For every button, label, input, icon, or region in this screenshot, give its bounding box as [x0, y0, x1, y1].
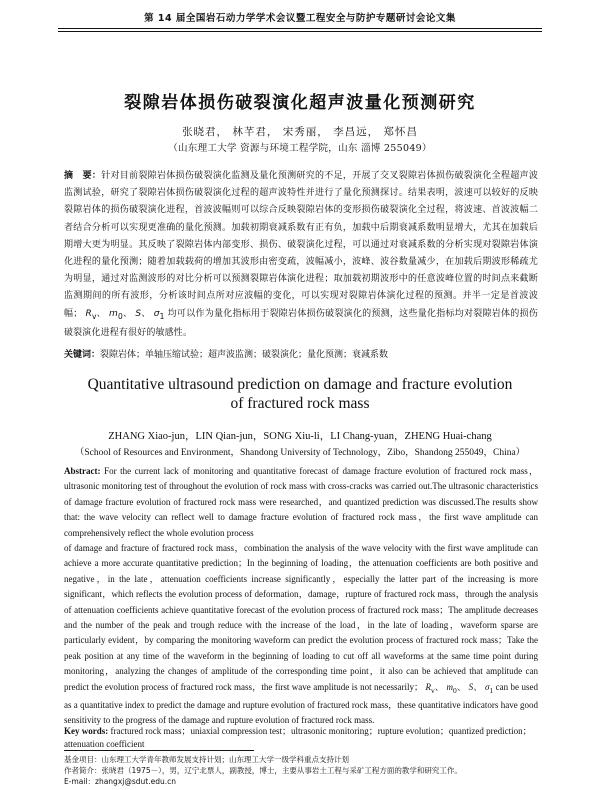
running-head: 第 14 届全国岩石动力学学术会议暨工程安全与防护专题研讨会论文集: [144, 13, 456, 24]
footnote-email: E-mail：zhangxj@sdut.edu.cn: [64, 777, 176, 786]
footnotes: [64, 754, 538, 787]
english-abstract-p2-text: of damage and fracture of fractured rock mass，combination the analysis of the wave velocity with the first wave amplitude can achieve a more accurate quantitative prediction；In the beginning of loading，the attenuation coefficients are both positive and negative，in the late，attenuation coefficients increase significantly，especially the latter part of the increasing is more significant，which reflects the evolution process of deformation，damage，rupture of fractured rock mass，through the analysis of attenuation coefficients achieve quantitative forecast of the evolution process of fractured rock mass；The amplitude decreases and the number of the peak and trough reduce with the increase of the load，in the late of loading，waveform sparse are particularly evident，by comparing the monitoring waveform can predict the evolution process of fractured rock mass；Take the peak position at any time of the waveform in the beginning of loading to cut off all waveforms at the same time point during monitoring，analyzing the changes of amplitude of the corresponding time point，it also can be achieved that amplitude can predict the evolution process of fractured rock mass，the first wave amplitude is not necessarily；: [64, 543, 538, 692]
english-abstract-p2: of damage and fracture of fractured rock mass，combination the analysis of the wave velocity with the first wave amplitude can achieve a more accurate quantitative prediction；In the beginning of loading，the attenuation coefficients are both positive and negative，in the late，attenuation coefficients increase significantly，especially the latter part of the increasing is more significant，which reflects the evolution process of deformation，damage，rupture of fractured rock mass，through the analysis of attenuation coefficients achieve quantitative forecast of the evolution process of fractured rock mass；The amplitude decreases and the number of the peak and trough reduce with the increase of the load，in the late of loading，waveform sparse are particularly evident，by comparing the monitoring waveform can predict the evolution process of fractured rock mass；Take the peak position at any time of the waveform in the beginning of loading to cut off all waveforms at the same time point during monitoring，analyzing the changes of amplitude of the corresponding time point，it also can be achieved that amplitude can predict the evolution process of fractured rock mass，the first wave amplitude is not necessarily； $R_v$、 $m_0$、 S、 $\sigma_1$ can be used as a quantitative index to predict the damage and rupture evolution of fractured rock mass，these quantitative indicators have good sensitivity to the progress of the damage and rupture evolution of fractured rock mass.: [64, 543, 538, 726]
chinese-keywords-label: 关键词：: [64, 350, 101, 360]
english-title: [60, 375, 540, 413]
chinese-abstract-tail-a: 并半一定是首波波幅；: [64, 291, 538, 319]
en-symbol-rv: $R_v$: [425, 681, 435, 695]
english-keywords-text: fractured rock mass；uniaxial compression test；ultrasonic monitoring；rupture evolution；quantized prediction；attenuation coefficient: [64, 726, 532, 749]
en-symbol-s: S: [468, 681, 474, 692]
english-authors: ZHANG Xiao-jun，LIN Qian-jun，SONG Xiu-li，LI Chang-yuan，ZHENG Huai-chang: [108, 431, 492, 442]
chinese-abstract-tail-b: 均可以作为量化指标用于裂隙岩体损伤破裂演化的预测，这些量化指标均对裂隙岩体的损伤破裂演化进程有很好的敏感性。: [64, 308, 538, 338]
chinese-keywords-text: 裂隙岩体；单轴压缩试验；超声波监测；破裂演化；量化预测；衰减系数: [100, 350, 389, 360]
symbol-rv: $R_v$: [85, 308, 97, 321]
chinese-abstract-label: 摘 要：: [64, 171, 102, 181]
header-rule-thin: [58, 31, 542, 32]
symbol-sigma1: $\sigma_1$: [153, 308, 165, 321]
symbol-m0: $m_0$: [109, 308, 123, 321]
chinese-affiliation: （山东理工大学 资源与环境工程学院，山东 淄博 255049）: [168, 143, 432, 154]
header-rule-thick: [58, 28, 542, 29]
english-abstract: [64, 464, 538, 729]
chinese-keywords: [64, 348, 538, 362]
english-keywords-label: Key words:: [64, 726, 109, 736]
english-abstract-p1: [64, 464, 538, 541]
chinese-authors: 张晓君， 林芊君， 宋秀丽， 李昌远， 郑怀昌: [182, 126, 418, 138]
english-title-line1: Quantitative ultrasound prediction on damage and fracture evolution: [87, 376, 513, 393]
symbol-s: S: [135, 308, 142, 319]
english-affiliation: （School of Resources and Environment，Shandong University of Technology，Zibo，Shandong 255049，China）: [74, 448, 526, 458]
en-symbol-sigma1: $\sigma_1$: [484, 681, 494, 695]
english-title-line2: of fractured rock mass: [230, 395, 370, 412]
footnote-rule: [64, 750, 254, 751]
chinese-title: 裂隙岩体损伤破裂演化超声波量化预测研究: [124, 93, 476, 113]
footnote-fund: 基金项目：山东理工大学青年教师发展支持计划；山东理工大学一级学科重点支持计划: [64, 755, 349, 764]
chinese-abstract: 摘 要：针对目前裂隙岩体损伤破裂演化监测及量化预测研究的不足，开展了交叉裂隙岩体损伤破裂演化全程超声波监测试验，研究了裂隙岩体损伤破裂演化过程的超声波特性并进行了量化预测探讨。结果表明，波速可以较好的反映裂隙岩体的损伤破裂演化进程，首波波幅则可以综合反映裂隙岩体的变形损伤破裂演化全过程，将波速、首波波幅二者结合分析可以实现更准确的量化预测。加载初期衰减系数有正有负，加载中后期衰减系数明显增大，尤其在加载后期增大更为明显。其反映了裂隙岩体内部变形、损伤、破裂演化过程，可以通过对衰减系数的分析实现对裂隙岩体演化进程的量化预测；随着加载载荷的增加其波形由密变疏，波幅减小，波峰、波谷数量减少，在加载后期波形稀疏尤为明显，通过对监测波形的对比分析可以预测裂隙岩体演化进程；取加载初期波形中的任意波峰位置的时间点来截断监测期间的所有波形，分析该时间点所对应波幅的变化，可以实现对裂隙岩体演化过程的预测。并半一定是首波波幅； $R_v$、 $m_0$、 S、 $\sigma_1$ 均可以作为量化指标用于裂隙岩体损伤破裂演化的预测，这些量化指标均对裂隙岩体的损伤破裂演化进程有很好的敏感性。: [64, 171, 538, 338]
chinese-abstract-text: 针对目前裂隙岩体损伤破裂演化监测及量化预测研究的不足，开展了交叉裂隙岩体损伤破裂演化全程超声波监测试验，研究了裂隙岩体损伤破裂演化过程的超声波特性并进行了量化预测探讨。结果表明，波速可以较好的反映裂隙岩体的损伤破裂演化进程，首波波幅则可以综合反映裂隙岩体的变形损伤破裂演化全过程，将波速、首波波幅二者结合分析可以实现更准确的量化预测。加载初期衰减系数有正有负，加载中后期衰减系数明显增大，尤其在加载后期增大更为明显。其反映了裂隙岩体内部变形、损伤、破裂演化过程，可以通过对衰减系数的分析实现对裂隙岩体演化进程的量化预测；随着加载载荷的增加其波形由密变疏，波幅减小，波峰、波谷数量减少，在加载后期波形稀疏尤为明显，通过对监测波形的对比分析可以预测裂隙岩体演化进程；取加载初期波形中的任意波峰位置的时间点来截断监测期间的所有波形，分析该时间点所对应波幅的变化，可以实现对裂隙岩体演化过程的预测。: [64, 171, 538, 302]
english-abstract-p2-tail: can be used as a quantitative index to predict the damage and rupture evolution of fractured rock mass，these quantitative indicators have good sensitivity to the progress of the damage and rupture evolution of fractured rock mass.: [64, 681, 538, 726]
footnote-author: 作者简介：张晓君（1975－），男，辽宁北票人，副教授，博士，主要从事岩土工程与采矿工程方面的教学和研究工作。: [64, 766, 462, 775]
english-abstract-label: Abstract:: [64, 466, 101, 476]
english-keywords: [64, 725, 538, 751]
english-abstract-p1-text: For the current lack of monitoring and quantitative forecast of damage fracture evolution of fractured rock mass，ultrasonic monitoring test of throughout the evolution of rock mass with cross-cracks was carried out.The ultrasonic characteristics of damage fracture evolution of fractured rock mass were researched，and quantized prediction was discussed.The results show that: the wave velocity can reflect well to damage fracture evolution of fractured rock mass，the first wave amplitude can comprehensively reflect the whole evolution process: [64, 466, 539, 538]
en-symbol-m0: $m_0$: [446, 681, 457, 695]
